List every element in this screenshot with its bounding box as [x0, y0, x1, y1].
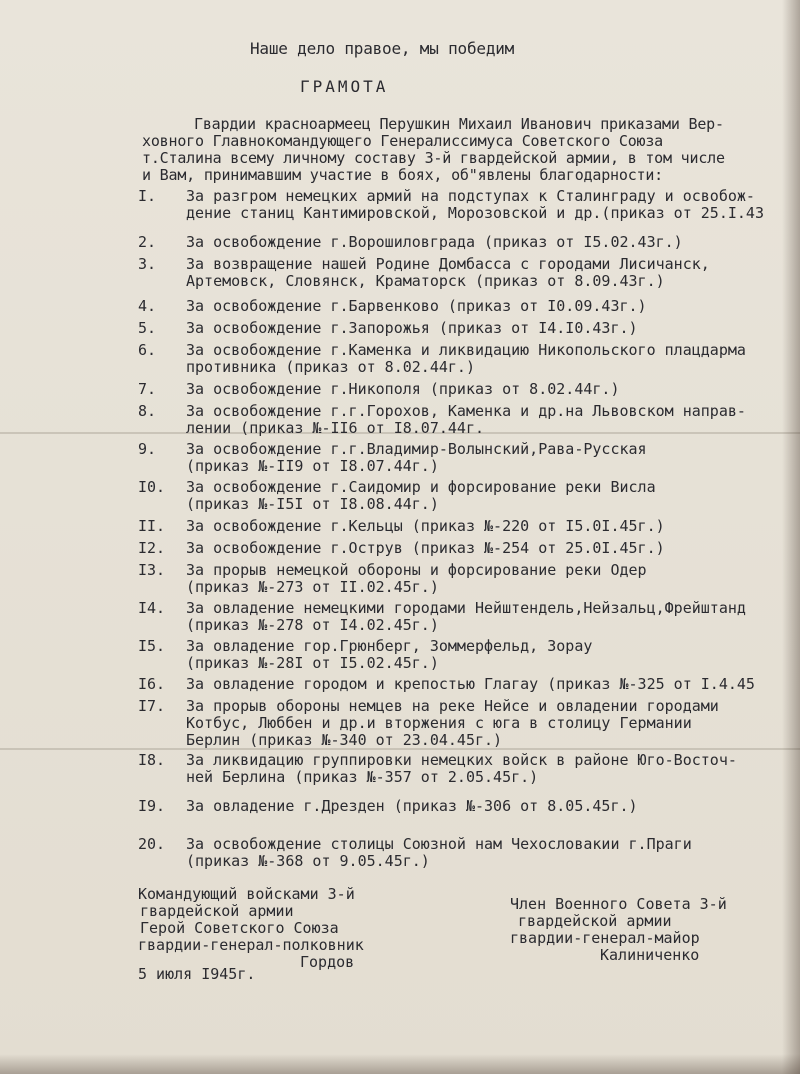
document-date: 5 июля I945г. [138, 965, 256, 983]
item-text-line: лении (приказ №-II6 от I8.07.44г. [186, 419, 485, 437]
item-number: 7. [138, 380, 157, 398]
item-number: 5. [138, 319, 157, 337]
item-text [186, 836, 692, 870]
item-number: I3. [138, 561, 166, 579]
item-text [186, 638, 592, 672]
item-text-line: За овладение немецкими городами Нейштендель,Нейзальц,Фрейштанд [186, 599, 746, 617]
item-text-line: За освобождение г.Кельцы (приказ №-220 от I5.0I.45г.) [186, 517, 665, 535]
item-text [186, 600, 746, 634]
item-number: 2. [138, 233, 157, 251]
signature-line: Командующий войсками 3-й [138, 885, 355, 903]
item-number: 8. [138, 402, 157, 420]
item-text [186, 403, 746, 437]
item-text [186, 540, 665, 557]
item-number: I5. [138, 637, 166, 655]
item-text [186, 320, 638, 337]
item-text [186, 188, 764, 222]
item-text-line: За освобождение г.Каменка и ликвидацию Никопольского плацдарма [186, 341, 746, 359]
item-text-line: За ликвидацию группировки немецких войск в районе Юго-Восточ- [186, 751, 737, 769]
intro-line: ховного Главнокомандующего Генералиссимуса Советского Союза [142, 132, 664, 150]
item-text-line: За разгром немецких армий на подступах к Сталинграду и освобож- [186, 187, 755, 205]
item-text-line: За освобождение г.Острув (приказ №-254 от 25.0I.45г.) [186, 539, 665, 557]
item-number: I0. [138, 478, 166, 496]
item-number: I9. [138, 797, 166, 815]
intro-line: Гвардии красноармеец Перушкин Михаил Иванович приказами Вер- [194, 115, 724, 133]
motto: Наше дело правое, мы победим [250, 39, 515, 58]
item-text-line: За овладение гор.Грюнберг, Зоммерфельд, Зорау [186, 637, 593, 655]
item-text-line: За освобождение г.Саидомир и форсирование реки Висла [186, 478, 656, 496]
signature-line: гвардейской армии [518, 912, 672, 930]
item-text [186, 676, 755, 693]
item-number: I4. [138, 599, 166, 617]
item-text [186, 698, 719, 749]
item-text-line: За освобождение г.Никополя (приказ от 8.02.44г.) [186, 380, 620, 398]
item-text-line: За возвращение нашей Родине Домбасса с городами Лисичанск, [186, 255, 710, 273]
item-number: 4. [138, 297, 157, 315]
item-text-line: За освобождение столицы Союзной нам Чехословакии г.Праги [186, 835, 692, 853]
signature-name: Гордов [300, 953, 355, 971]
item-text-line: противника (приказ от 8.02.44г.) [186, 358, 475, 376]
item-text-line: (приказ №-273 от II.02.45г.) [186, 578, 439, 596]
council-member-signature-block [510, 896, 727, 964]
item-text-line: За освобождение г.Барвенково (приказ от I0.09.43г.) [186, 297, 647, 315]
intro-line: т.Сталина всему личному составу 3-й гвардейской армии, в том числе [142, 149, 725, 167]
item-text [186, 441, 647, 475]
item-number: I8. [138, 751, 166, 769]
item-text-line: (приказ №-278 от I4.02.45г.) [186, 616, 439, 634]
item-text [186, 381, 619, 398]
signature-name: Калиниченко [600, 946, 700, 964]
item-text-line: За освобождение г.г.Владимир-Волынский,Рава-Русская [186, 440, 647, 458]
item-text-line: Котбус, Люббен и др.и вторжения с юга в столицу Германии [186, 714, 692, 732]
item-text [186, 479, 656, 513]
item-text-line: За освобождение г.Запорожья (приказ от I4.I0.43г.) [186, 319, 638, 337]
intro-line: и Вам, принимавшим участие в боях, об"явлены благодарности: [142, 166, 664, 184]
item-text-line: За овладение городом и крепостью Глагау (приказ №-325 от I.4.45 [186, 675, 755, 693]
signature-line: гвардии-генерал-полковник [138, 936, 364, 954]
item-number: 9. [138, 440, 157, 458]
intro-paragraph [142, 116, 725, 184]
document-title: ГРАМОТА [300, 77, 389, 96]
item-text-line: Артемовск, Словянск, Краматорск (приказ от 8.09.43г.) [186, 272, 665, 290]
item-text-line: ней Берлина (приказ №-357 от 2.05.45г.) [186, 768, 539, 786]
edge-shadow [0, 1054, 800, 1074]
signature-line: гвардейской армии [140, 902, 294, 920]
item-number: I2. [138, 539, 166, 557]
signature-line: Герой Советского Союза [140, 919, 339, 937]
item-text-line: Берлин (приказ №-340 от 23.04.45г.) [186, 731, 503, 749]
item-text-line: (приказ №-II9 от I8.07.44г.) [186, 457, 439, 475]
item-text [186, 562, 647, 596]
item-number: 20. [138, 835, 166, 853]
item-number: I7. [138, 697, 166, 715]
item-text-line: (приказ №-I5I от I8.08.44г.) [186, 495, 439, 513]
item-text [186, 752, 737, 786]
commander-signature-block [138, 886, 364, 971]
item-text [186, 234, 683, 251]
item-text [186, 256, 710, 290]
item-text-line: дение станиц Кантимировской, Морозовской и др.(приказ от 25.I.43 [186, 204, 764, 222]
item-number: 3. [138, 255, 157, 273]
item-number: II. [138, 517, 166, 535]
item-number: I6. [138, 675, 166, 693]
item-text-line: За овладение г.Дрезден (приказ №-306 от 8.05.45г.) [186, 797, 638, 815]
edge-shadow [782, 0, 800, 1074]
item-number: 6. [138, 341, 157, 359]
signature-line: гвардии-генерал-майор [510, 929, 700, 947]
item-text-line: (приказ №-368 от 9.05.45г.) [186, 852, 430, 870]
item-text-line: За прорыв обороны немцев на реке Нейсе и овладении городами [186, 697, 719, 715]
item-text [186, 518, 665, 535]
item-text-line: За освобождение г.Ворошиловграда (приказ от I5.02.43г.) [186, 233, 683, 251]
item-text-line: За прорыв немецкой обороны и форсирование реки Одер [186, 561, 647, 579]
item-text [186, 798, 638, 815]
item-text-line: (приказ №-28I от I5.02.45г.) [186, 654, 439, 672]
item-text [186, 342, 746, 376]
item-number: I. [138, 187, 157, 205]
item-text-line: За освобождение г.г.Горохов, Каменка и др.на Львовском направ- [186, 402, 746, 420]
signature-line: Член Военного Совета 3-й [510, 895, 727, 913]
item-text [186, 298, 647, 315]
